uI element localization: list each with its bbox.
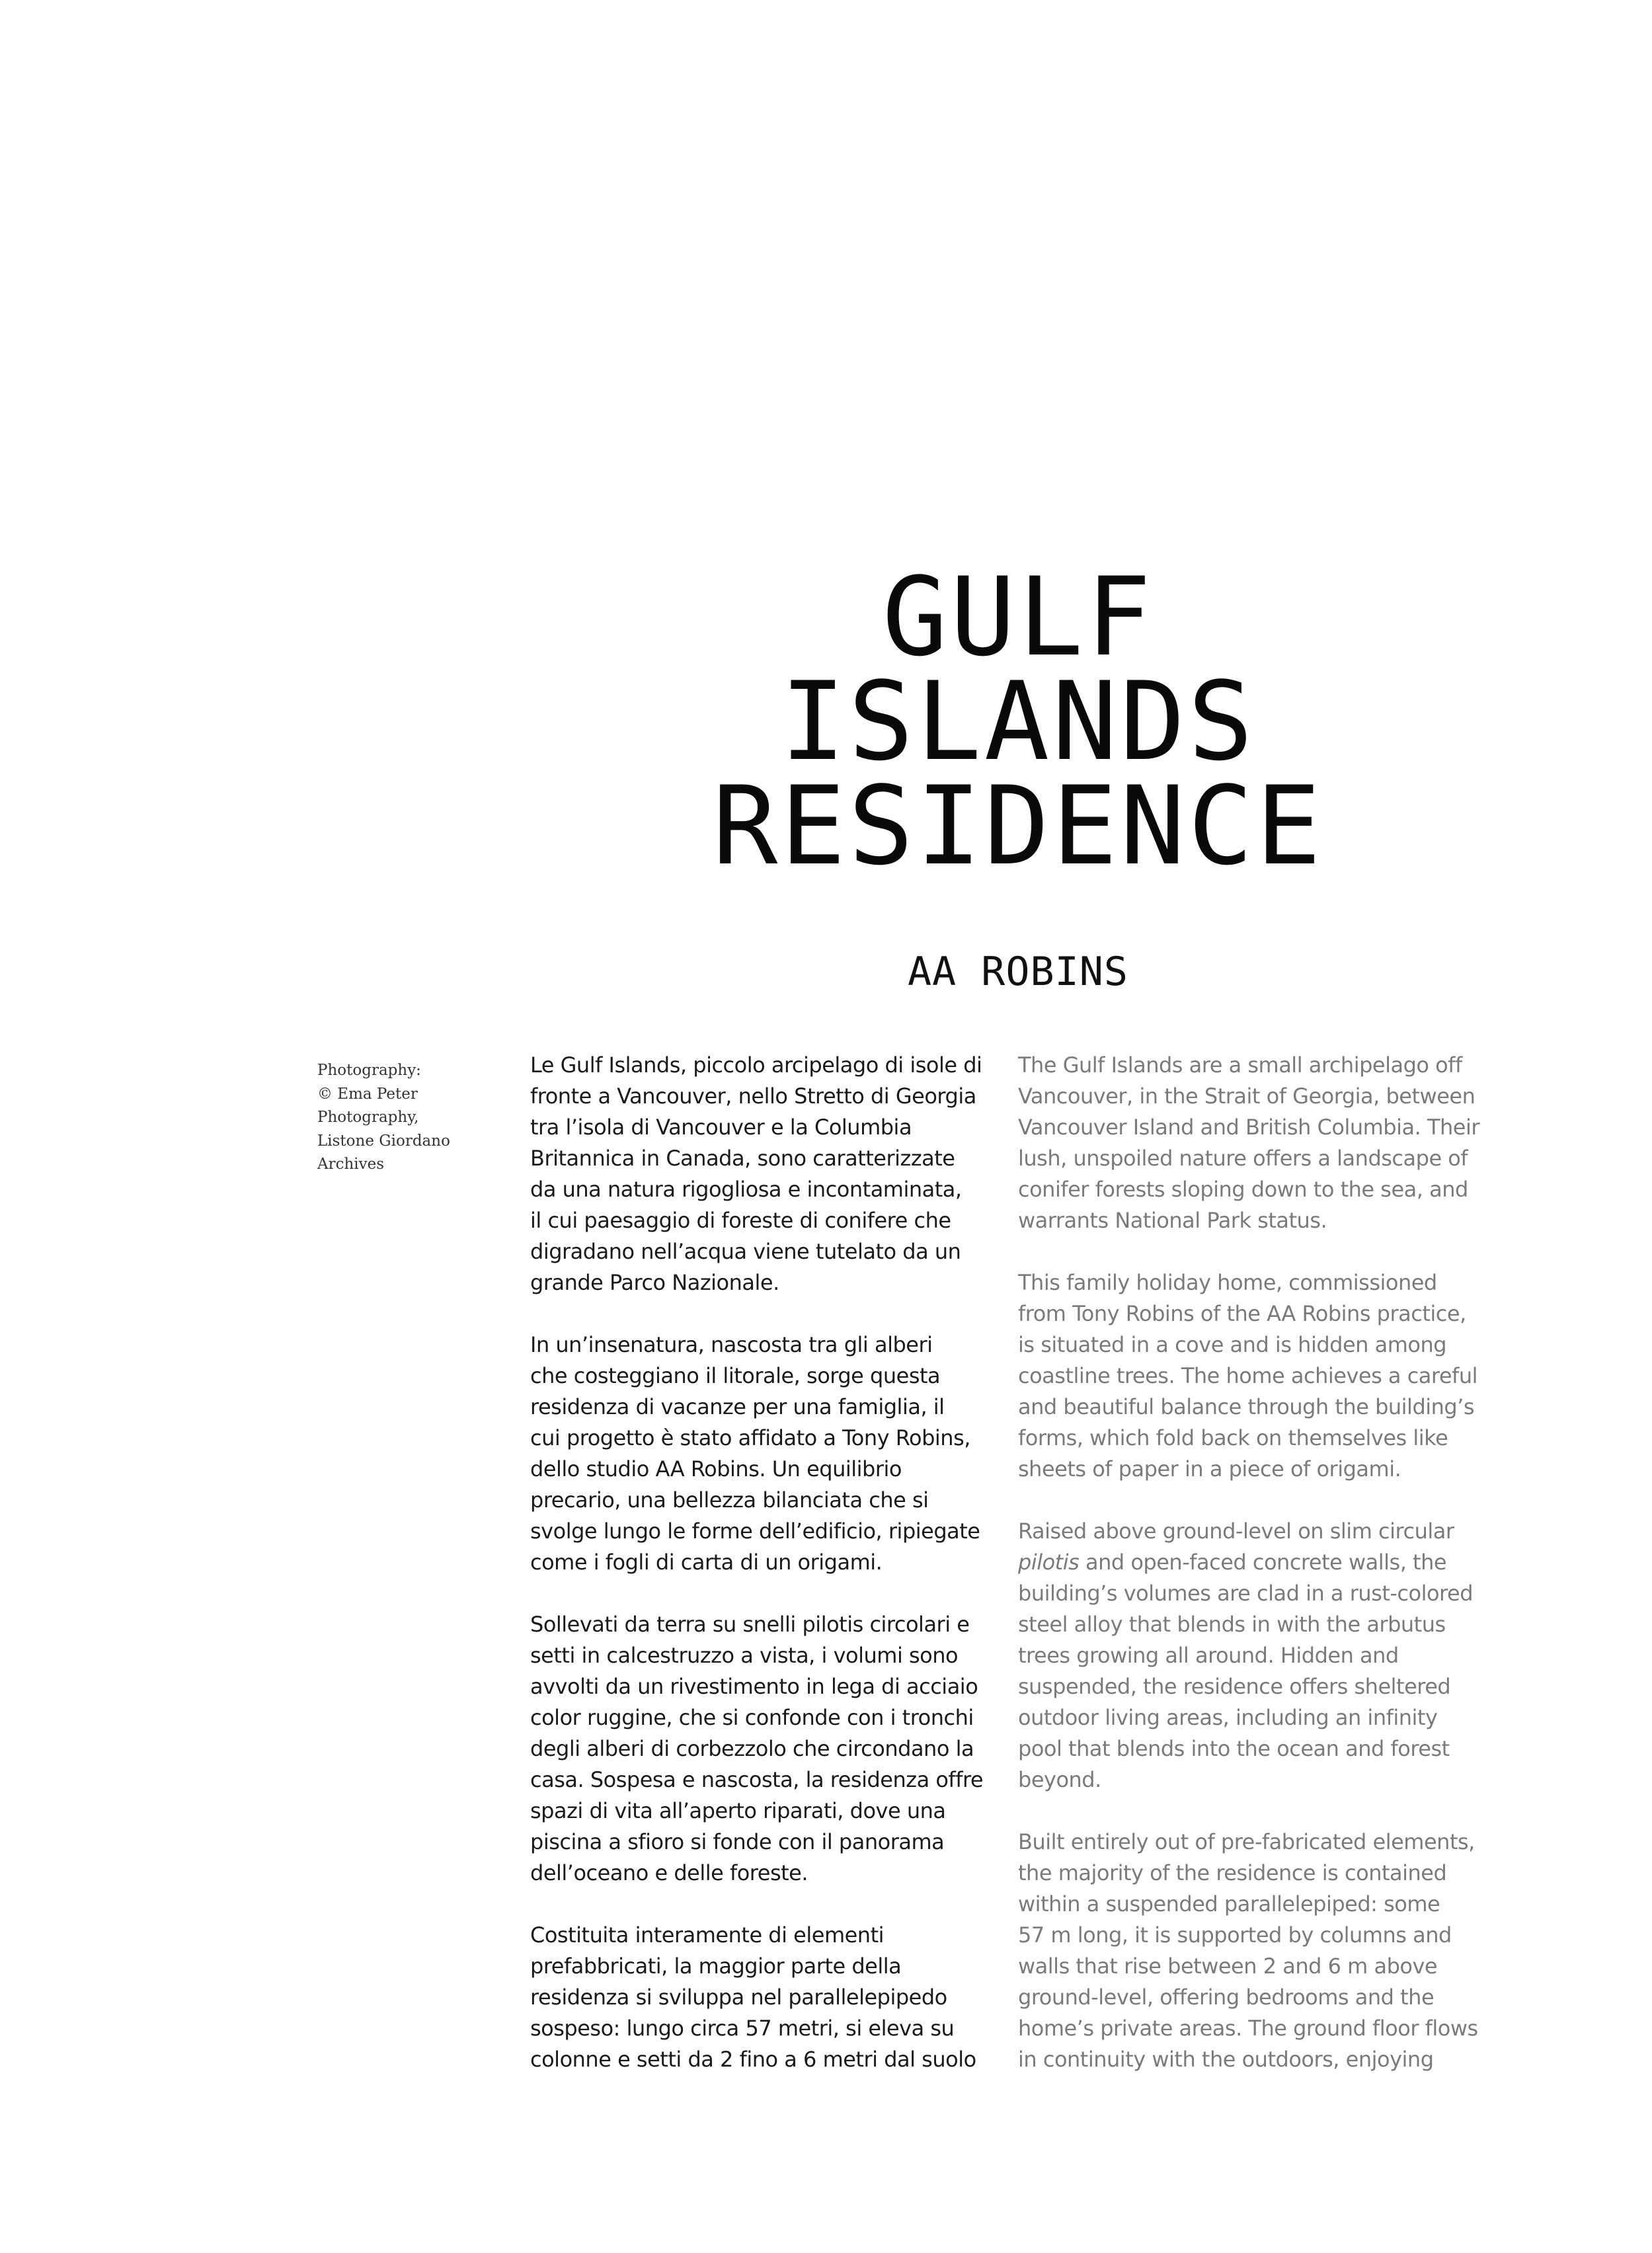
text-line: Vancouver, in the Strait of Georgia, between (1018, 1084, 1475, 1109)
text-line: conifer forests sloping down to the sea, and (1018, 1177, 1468, 1202)
author-byline: AA ROBINS (907, 949, 1129, 995)
text-line: fronte a Vancouver, nello Stretto di Georgia (530, 1084, 976, 1109)
credit-line: Listone Giordano (317, 1132, 450, 1150)
credit-line: Photography, (317, 1109, 419, 1126)
text-line: che costeggiano il litorale, sorge questa (530, 1363, 941, 1388)
text-line: walls that rise between 2 and 6 m above (1018, 1954, 1438, 1979)
text-line: Vancouver Island and British Columbia. Their (1018, 1115, 1479, 1140)
text-line: setti in calcestruzzo a vista, i volumi sono (530, 1643, 959, 1668)
text-line: sospeso: lungo circa 57 metri, si eleva su (530, 2016, 955, 2041)
text-line: precario, una bellezza bilanciata che si (530, 1487, 929, 1513)
text-line: dell’oceano e delle foreste. (530, 1860, 808, 1885)
text-line: within a suspended parallelepiped: some (1018, 1891, 1440, 1917)
title-line-1: GULF (882, 554, 1154, 680)
text-line: warrants National Park status. (1018, 1208, 1327, 1233)
text-line: coastline trees. The home achieves a careful (1018, 1363, 1477, 1388)
text-line: avvolti da un rivestimento in lega di acciaio (530, 1674, 978, 1699)
credit-line: © Ema Peter (317, 1085, 418, 1103)
english-paragraph-4 (1018, 1827, 1481, 2075)
text-line: dello studio AA Robins. Un equilibrio (530, 1456, 902, 1482)
italian-paragraph-3 (530, 1609, 993, 1889)
text-line: pilotis and open-faced concrete walls, the (1018, 1550, 1447, 1575)
credit-line: Archives (317, 1156, 385, 1173)
text-line: The Gulf Islands are a small archipelago off (1018, 1052, 1462, 1078)
italian-paragraph-1 (530, 1050, 993, 1298)
text-line: ground-level, offering bedrooms and the (1018, 1985, 1435, 2010)
text-line: Britannica in Canada, sono caratterizzate (530, 1146, 955, 1171)
text-line: trees growing all around. Hidden and (1018, 1643, 1399, 1668)
text-line: in continuity with the outdoors, enjoying (1018, 2047, 1434, 2072)
title-line-2: ISLANDS (780, 658, 1256, 785)
italian-paragraph-4 (530, 1920, 993, 2075)
text-line: Sollevati da terra su snelli pilotis circolari e (530, 1612, 970, 1637)
text-line: home’s private areas. The ground floor flows (1018, 2016, 1478, 2041)
text-line: Raised above ground-level on slim circular (1018, 1519, 1454, 1544)
text-line: spazi di vita all’aperto riparati, dove una (530, 1798, 946, 1823)
text-line: forms, which fold back on themselves like (1018, 1425, 1448, 1450)
text-line: building’s volumes are clad in a rust-colored (1018, 1581, 1473, 1606)
english-paragraph-1 (1018, 1050, 1481, 1236)
text-line: residenza di vacanze per una famiglia, il (530, 1394, 945, 1419)
text-line: Le Gulf Islands, piccolo arcipelago di isole di (530, 1052, 982, 1078)
title-line-3: RESIDENCE (712, 763, 1324, 889)
text-line: 57 m long, it is supported by columns and (1018, 1922, 1452, 1948)
english-paragraph-3 (1018, 1516, 1481, 1796)
text-line: lush, unspoiled nature offers a landscape of (1018, 1146, 1468, 1171)
text-line: tra l’isola di Vancouver e la Columbia (530, 1115, 912, 1140)
text-line: residenza si sviluppa nel parallelepipedo (530, 1985, 947, 2010)
text-line: and beautiful balance through the building’s (1018, 1394, 1475, 1419)
text-line: il cui paesaggio di foreste di conifere che (530, 1208, 951, 1233)
text-line: cui progetto è stato affidato a Tony Robins, (530, 1425, 970, 1450)
text-line: piscina a sfioro si fonde con il panorama (530, 1829, 945, 1854)
text-line: sheets of paper in a piece of origami. (1018, 1456, 1401, 1482)
text-line: Costituita interamente di elementi (530, 1922, 885, 1948)
text-line: steel alloy that blends in with the arbutus (1018, 1612, 1446, 1637)
article-title (621, 554, 1415, 889)
text-line: grande Parco Nazionale. (530, 1270, 779, 1295)
text-line: is situated in a cove and is hidden among (1018, 1332, 1447, 1357)
text-line: svolge lungo le forme dell’edificio, ripiegate (530, 1519, 980, 1544)
text-line: casa. Sospesa e nascosta, la residenza offre (530, 1767, 984, 1792)
photo-credits (317, 1059, 469, 1177)
text-line: Built entirely out of pre-fabricated elements, (1018, 1829, 1475, 1854)
text-line: outdoor living areas, including an infinity (1018, 1705, 1438, 1730)
english-text-column (1018, 1050, 1481, 2106)
english-paragraph-2 (1018, 1267, 1481, 1485)
credit-line: Photography: (317, 1062, 421, 1079)
text-line: suspended, the residence offers sheltered (1018, 1674, 1451, 1699)
text-line: This family holiday home, commissioned (1018, 1270, 1437, 1295)
text-line: come i fogli di carta di un origami. (530, 1550, 883, 1575)
text-line: color ruggine, che si confonde con i tronchi (530, 1705, 974, 1730)
text-line: colonne e setti da 2 fino a 6 metri dal suolo (530, 2047, 976, 2072)
italian-text-column (530, 1050, 993, 2106)
text-line: In un’insenatura, nascosta tra gli alberi (530, 1332, 933, 1357)
italian-paragraph-2 (530, 1329, 993, 1578)
text-line: prefabbricati, la maggior parte della (530, 1954, 902, 1979)
text-line: from Tony Robins of the AA Robins practice, (1018, 1301, 1466, 1326)
emphasis: pilotis (1018, 1550, 1080, 1575)
text-line: the majority of the residence is contained (1018, 1860, 1447, 1885)
text-line: digradano nell’acqua viene tutelato da un (530, 1239, 961, 1264)
text-line: pool that blends into the ocean and forest (1018, 1736, 1450, 1761)
text-line: beyond. (1018, 1767, 1101, 1792)
text-line: degli alberi di corbezzolo che circondano la (530, 1736, 974, 1761)
text-line: da una natura rigogliosa e incontaminata, (530, 1177, 962, 1202)
